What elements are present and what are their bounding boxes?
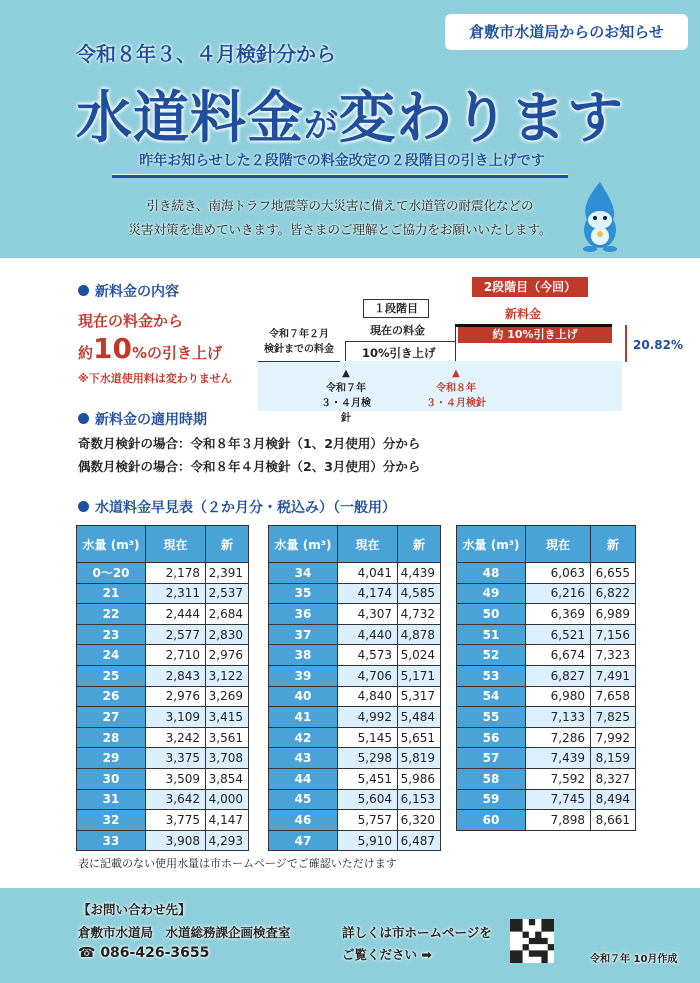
current-cell: 3,109: [146, 707, 206, 728]
current-cell: 3,375: [146, 748, 206, 769]
current-cell: 7,286: [526, 727, 591, 748]
table-row: [269, 810, 441, 831]
column-header: 水量 (m³): [77, 526, 146, 563]
total-arrow-icon: [625, 325, 627, 362]
current-cell: 6,980: [526, 686, 591, 707]
table-row: [77, 563, 249, 584]
date1-line-1: 令和７年: [326, 383, 366, 394]
volume-cell: 52: [457, 645, 526, 666]
section-title: 新料金の適用時期: [95, 412, 207, 428]
current-cell: 6,063: [526, 563, 591, 584]
current-cell: 2,976: [146, 686, 206, 707]
volume-cell: 55: [457, 707, 526, 728]
current-cell: 4,840: [338, 686, 398, 707]
new-cell: 7,323: [591, 645, 636, 666]
new-rate-label: 新料金: [505, 307, 542, 321]
rate-pre: 約: [78, 344, 94, 362]
old-rate-label: [264, 325, 334, 355]
volume-cell: 47: [269, 830, 338, 851]
volume-cell: 23: [77, 624, 146, 645]
current-cell: 2,843: [146, 665, 206, 686]
page-title: [76, 74, 624, 154]
new-cell: 3,854: [206, 768, 249, 789]
title-main: 水道料金: [76, 86, 304, 151]
volume-cell: 38: [269, 645, 338, 666]
total-increase: 20.82%: [633, 338, 683, 352]
current-cell: 6,521: [526, 624, 591, 645]
new-cell: 3,122: [206, 665, 249, 686]
table-row: [457, 624, 636, 645]
volume-cell: 49: [457, 583, 526, 604]
new-cell: 3,415: [206, 707, 249, 728]
date1-label: ▲ 令和７年 ３・４月検針: [318, 368, 374, 424]
current-cell: 3,775: [146, 810, 206, 831]
rate-line-2: [78, 332, 222, 365]
table-row: [269, 707, 441, 728]
section-title: 水道料金早見表（２か月分・税込み）（一般用）: [95, 500, 396, 516]
period-odd: 奇数月検針の場合：令和８年３月検針（1、2月使用）分から: [78, 436, 421, 451]
current-cell: 2,311: [146, 583, 206, 604]
contact-office: 倉敷市水道局 水道総務課企画検査室: [78, 925, 291, 940]
section-title: 新料金の内容: [95, 284, 179, 300]
rate-num: 10: [93, 332, 132, 365]
table-row: [77, 768, 249, 789]
table-row: [269, 789, 441, 810]
column-header: 新: [206, 526, 249, 563]
new-cell: 4,439: [398, 563, 441, 584]
line-old-2: [290, 361, 340, 362]
table-row: [457, 768, 636, 789]
volume-cell: 43: [269, 748, 338, 769]
volume-cell: 44: [269, 768, 338, 789]
line-old: [258, 361, 290, 362]
table-row: [269, 665, 441, 686]
web-line-2-text: ご覧ください: [342, 947, 418, 962]
old-rate-line-1: 令和７年２月: [269, 329, 329, 340]
new-cell: 3,269: [206, 686, 249, 707]
current-cell: 7,439: [526, 748, 591, 769]
volume-cell: 35: [269, 583, 338, 604]
current-cell: 4,041: [338, 563, 398, 584]
phone-icon: ☎: [78, 945, 101, 961]
volume-cell: 28: [77, 727, 146, 748]
new-cell: 6,989: [591, 604, 636, 625]
created-date: 令和７年 10月作成: [590, 954, 678, 965]
table-row: [77, 665, 249, 686]
new-cell: 5,024: [398, 645, 441, 666]
current-cell: 2,178: [146, 563, 206, 584]
volume-cell: 29: [77, 748, 146, 769]
new-cell: 2,830: [206, 624, 249, 645]
table-row: [269, 768, 441, 789]
table-row: [457, 645, 636, 666]
current-cell: 4,440: [338, 624, 398, 645]
volume-cell: 56: [457, 727, 526, 748]
subtitle: 令和８年３、４月検針分から: [76, 42, 336, 66]
volume-cell: 39: [269, 665, 338, 686]
volume-cell: 31: [77, 789, 146, 810]
current-cell: 4,992: [338, 707, 398, 728]
new-cell: 2,684: [206, 604, 249, 625]
current-cell: 3,642: [146, 789, 206, 810]
current-cell: 3,509: [146, 768, 206, 789]
bullet-icon: [78, 285, 89, 296]
column-header: 現在: [526, 526, 591, 563]
title-end: 変わります: [339, 86, 624, 151]
table-row: [269, 686, 441, 707]
table-row: [457, 810, 636, 831]
new-cell: 6,153: [398, 789, 441, 810]
table-row: [77, 624, 249, 645]
table-row: [77, 604, 249, 625]
web-line-2: [342, 945, 432, 963]
new-cell: 3,561: [206, 727, 249, 748]
table-footnote: 表に記載のない使用水量は市ホームページでご確認いただけます: [78, 857, 397, 870]
current-cell: 4,573: [338, 645, 398, 666]
table-row: [269, 563, 441, 584]
new-cell: 7,992: [591, 727, 636, 748]
table-row: [77, 727, 249, 748]
rate-post: %の引き上げ: [131, 344, 223, 362]
new-cell: 4,000: [206, 789, 249, 810]
new-cell: 3,708: [206, 748, 249, 769]
volume-cell: 37: [269, 624, 338, 645]
new-cell: 8,327: [591, 768, 636, 789]
table-row: [77, 686, 249, 707]
table-row: [77, 583, 249, 604]
table-row: [269, 604, 441, 625]
volume-cell: 22: [77, 604, 146, 625]
new-cell: 7,825: [591, 707, 636, 728]
column-header: 水量 (m³): [457, 526, 526, 563]
volume-cell: 59: [457, 789, 526, 810]
volume-cell: 36: [269, 604, 338, 625]
rate-table-2: [268, 525, 441, 851]
current-cell: 7,133: [526, 707, 591, 728]
table-row: [77, 789, 249, 810]
table-row: [269, 583, 441, 604]
current-cell: 4,174: [338, 583, 398, 604]
current-cell: 2,577: [146, 624, 206, 645]
volume-cell: 0～20: [77, 563, 146, 584]
new-cell: 7,491: [591, 665, 636, 686]
new-cell: 2,391: [206, 563, 249, 584]
step2-increase-bar: 約 10%引き上げ: [458, 327, 612, 343]
current-cell: 2,710: [146, 645, 206, 666]
qr-code-icon[interactable]: [510, 918, 554, 964]
table-row: [77, 748, 249, 769]
column-header: 現在: [146, 526, 206, 563]
new-cell: 5,819: [398, 748, 441, 769]
volume-cell: 40: [269, 686, 338, 707]
sewer-note: ※下水道使用料は変わりません: [78, 372, 232, 385]
table-row: [457, 789, 636, 810]
rate-table-1: [76, 525, 249, 851]
volume-cell: 53: [457, 665, 526, 686]
current-cell: 5,451: [338, 768, 398, 789]
new-cell: 8,661: [591, 810, 636, 831]
current-cell: 5,604: [338, 789, 398, 810]
volume-cell: 34: [269, 563, 338, 584]
new-cell: 6,487: [398, 830, 441, 851]
current-cell: 7,592: [526, 768, 591, 789]
intro-line-2: 災害対策を進めていきます。皆さまのご理解とご協力をお願いいたします。: [128, 222, 552, 237]
table-row: [269, 645, 441, 666]
volume-cell: 24: [77, 645, 146, 666]
current-cell: 5,145: [338, 727, 398, 748]
table-row: [77, 707, 249, 728]
current-cell: 3,908: [146, 830, 206, 851]
step1-riser: [345, 341, 346, 361]
table-row: [457, 686, 636, 707]
bullet-icon: [78, 413, 89, 424]
lead-underline: [112, 174, 568, 178]
volume-cell: 54: [457, 686, 526, 707]
current-cell: 5,757: [338, 810, 398, 831]
volume-cell: 57: [457, 748, 526, 769]
intro-line-1: 引き続き、南海トラフ地震等の大災害に備えて水道管の耐震化などの: [146, 198, 534, 213]
column-header: 現在: [338, 526, 398, 563]
stage1-label: １段階目: [363, 299, 429, 318]
new-cell: 6,655: [591, 563, 636, 584]
current-cell: 7,745: [526, 789, 591, 810]
bullet-icon: [78, 501, 89, 512]
table-row: [77, 830, 249, 851]
new-cell: 7,658: [591, 686, 636, 707]
volume-cell: 58: [457, 768, 526, 789]
column-header: 水量 (m³): [269, 526, 338, 563]
old-rate-line-2: 検針までの料金: [264, 344, 334, 355]
rate-line-1: 現在の料金から: [78, 312, 184, 330]
new-cell: 8,494: [591, 789, 636, 810]
table-row: [457, 665, 636, 686]
date2-label: ▲ 令和８年 ３・４月検針: [422, 368, 490, 409]
date2-line-2: ３・４月検針: [426, 398, 486, 409]
table-row: [457, 563, 636, 584]
contact-heading: 【お問い合わせ先】: [78, 902, 191, 917]
volume-cell: 27: [77, 707, 146, 728]
current-cell: 6,674: [526, 645, 591, 666]
volume-cell: 26: [77, 686, 146, 707]
volume-cell: 33: [77, 830, 146, 851]
current-cell: 4,706: [338, 665, 398, 686]
table-row: [269, 830, 441, 851]
table-row: [457, 707, 636, 728]
section-table-heading: [78, 497, 396, 517]
current-cell: 7,898: [526, 810, 591, 831]
new-cell: 6,822: [591, 583, 636, 604]
current-cell: 3,242: [146, 727, 206, 748]
section-period-heading: [78, 409, 207, 429]
table-row: [457, 583, 636, 604]
stage2-label: 2段階目（今回）: [472, 277, 588, 297]
current-cell: 4,307: [338, 604, 398, 625]
new-cell: 5,317: [398, 686, 441, 707]
new-cell: 4,878: [398, 624, 441, 645]
new-cell: 2,976: [206, 645, 249, 666]
volume-cell: 42: [269, 727, 338, 748]
volume-cell: 21: [77, 583, 146, 604]
current-cell: 5,298: [338, 748, 398, 769]
section-new-rate-heading: [78, 281, 179, 301]
table-row: [457, 604, 636, 625]
new-cell: 2,537: [206, 583, 249, 604]
new-cell: 4,585: [398, 583, 441, 604]
current-cell: 2,444: [146, 604, 206, 625]
table-row: [457, 727, 636, 748]
new-cell: 8,159: [591, 748, 636, 769]
new-cell: 4,732: [398, 604, 441, 625]
volume-cell: 41: [269, 707, 338, 728]
mascot-icon: [575, 180, 625, 252]
new-cell: 7,156: [591, 624, 636, 645]
table-row: [77, 645, 249, 666]
volume-cell: 51: [457, 624, 526, 645]
notice-badge: 倉敷市水道局からのお知らせ: [445, 14, 688, 50]
step2-riser: [455, 325, 456, 361]
table-row: [457, 748, 636, 769]
table-row: [77, 810, 249, 831]
date2-line-1: 令和８年: [436, 383, 476, 394]
volume-cell: 60: [457, 810, 526, 831]
volume-cell: 32: [77, 810, 146, 831]
period-even: 偶数月検針の場合：令和８年４月検針（2、3月使用）分から: [78, 459, 421, 474]
volume-cell: 30: [77, 768, 146, 789]
volume-cell: 48: [457, 563, 526, 584]
date1-line-2: ３・４月検針: [321, 398, 371, 424]
column-header: 新: [398, 526, 441, 563]
new-cell: 5,651: [398, 727, 441, 748]
new-cell: 5,986: [398, 768, 441, 789]
title-particle: が: [304, 106, 339, 146]
current-cell: 6,369: [526, 604, 591, 625]
rate-table-3: [456, 525, 636, 831]
new-cell: 5,171: [398, 665, 441, 686]
table-row: [269, 624, 441, 645]
phone-link[interactable]: 086-426-3655: [100, 945, 210, 961]
new-cell: 5,484: [398, 707, 441, 728]
volume-cell: 25: [77, 665, 146, 686]
lead-text: 昨年お知らせした２段階での料金改定の２段階目の引き上げです: [139, 153, 545, 169]
current-rate-label: 現在の料金: [370, 324, 425, 337]
web-line-1: 詳しくは市ホームページを: [342, 925, 492, 940]
current-cell: 6,216: [526, 583, 591, 604]
arrow-right-icon: ➡: [417, 947, 432, 962]
new-cell: 4,147: [206, 810, 249, 831]
line-current: [345, 341, 455, 342]
volume-cell: 50: [457, 604, 526, 625]
new-cell: 6,320: [398, 810, 441, 831]
current-cell: 6,827: [526, 665, 591, 686]
column-header: 新: [591, 526, 636, 563]
step1-increase-label: 10%引き上げ: [362, 346, 436, 360]
current-cell: 5,910: [338, 830, 398, 851]
table-row: [269, 748, 441, 769]
volume-cell: 46: [269, 810, 338, 831]
new-cell: 4,293: [206, 830, 249, 851]
contact-phone: [78, 945, 209, 961]
table-row: [269, 727, 441, 748]
volume-cell: 45: [269, 789, 338, 810]
